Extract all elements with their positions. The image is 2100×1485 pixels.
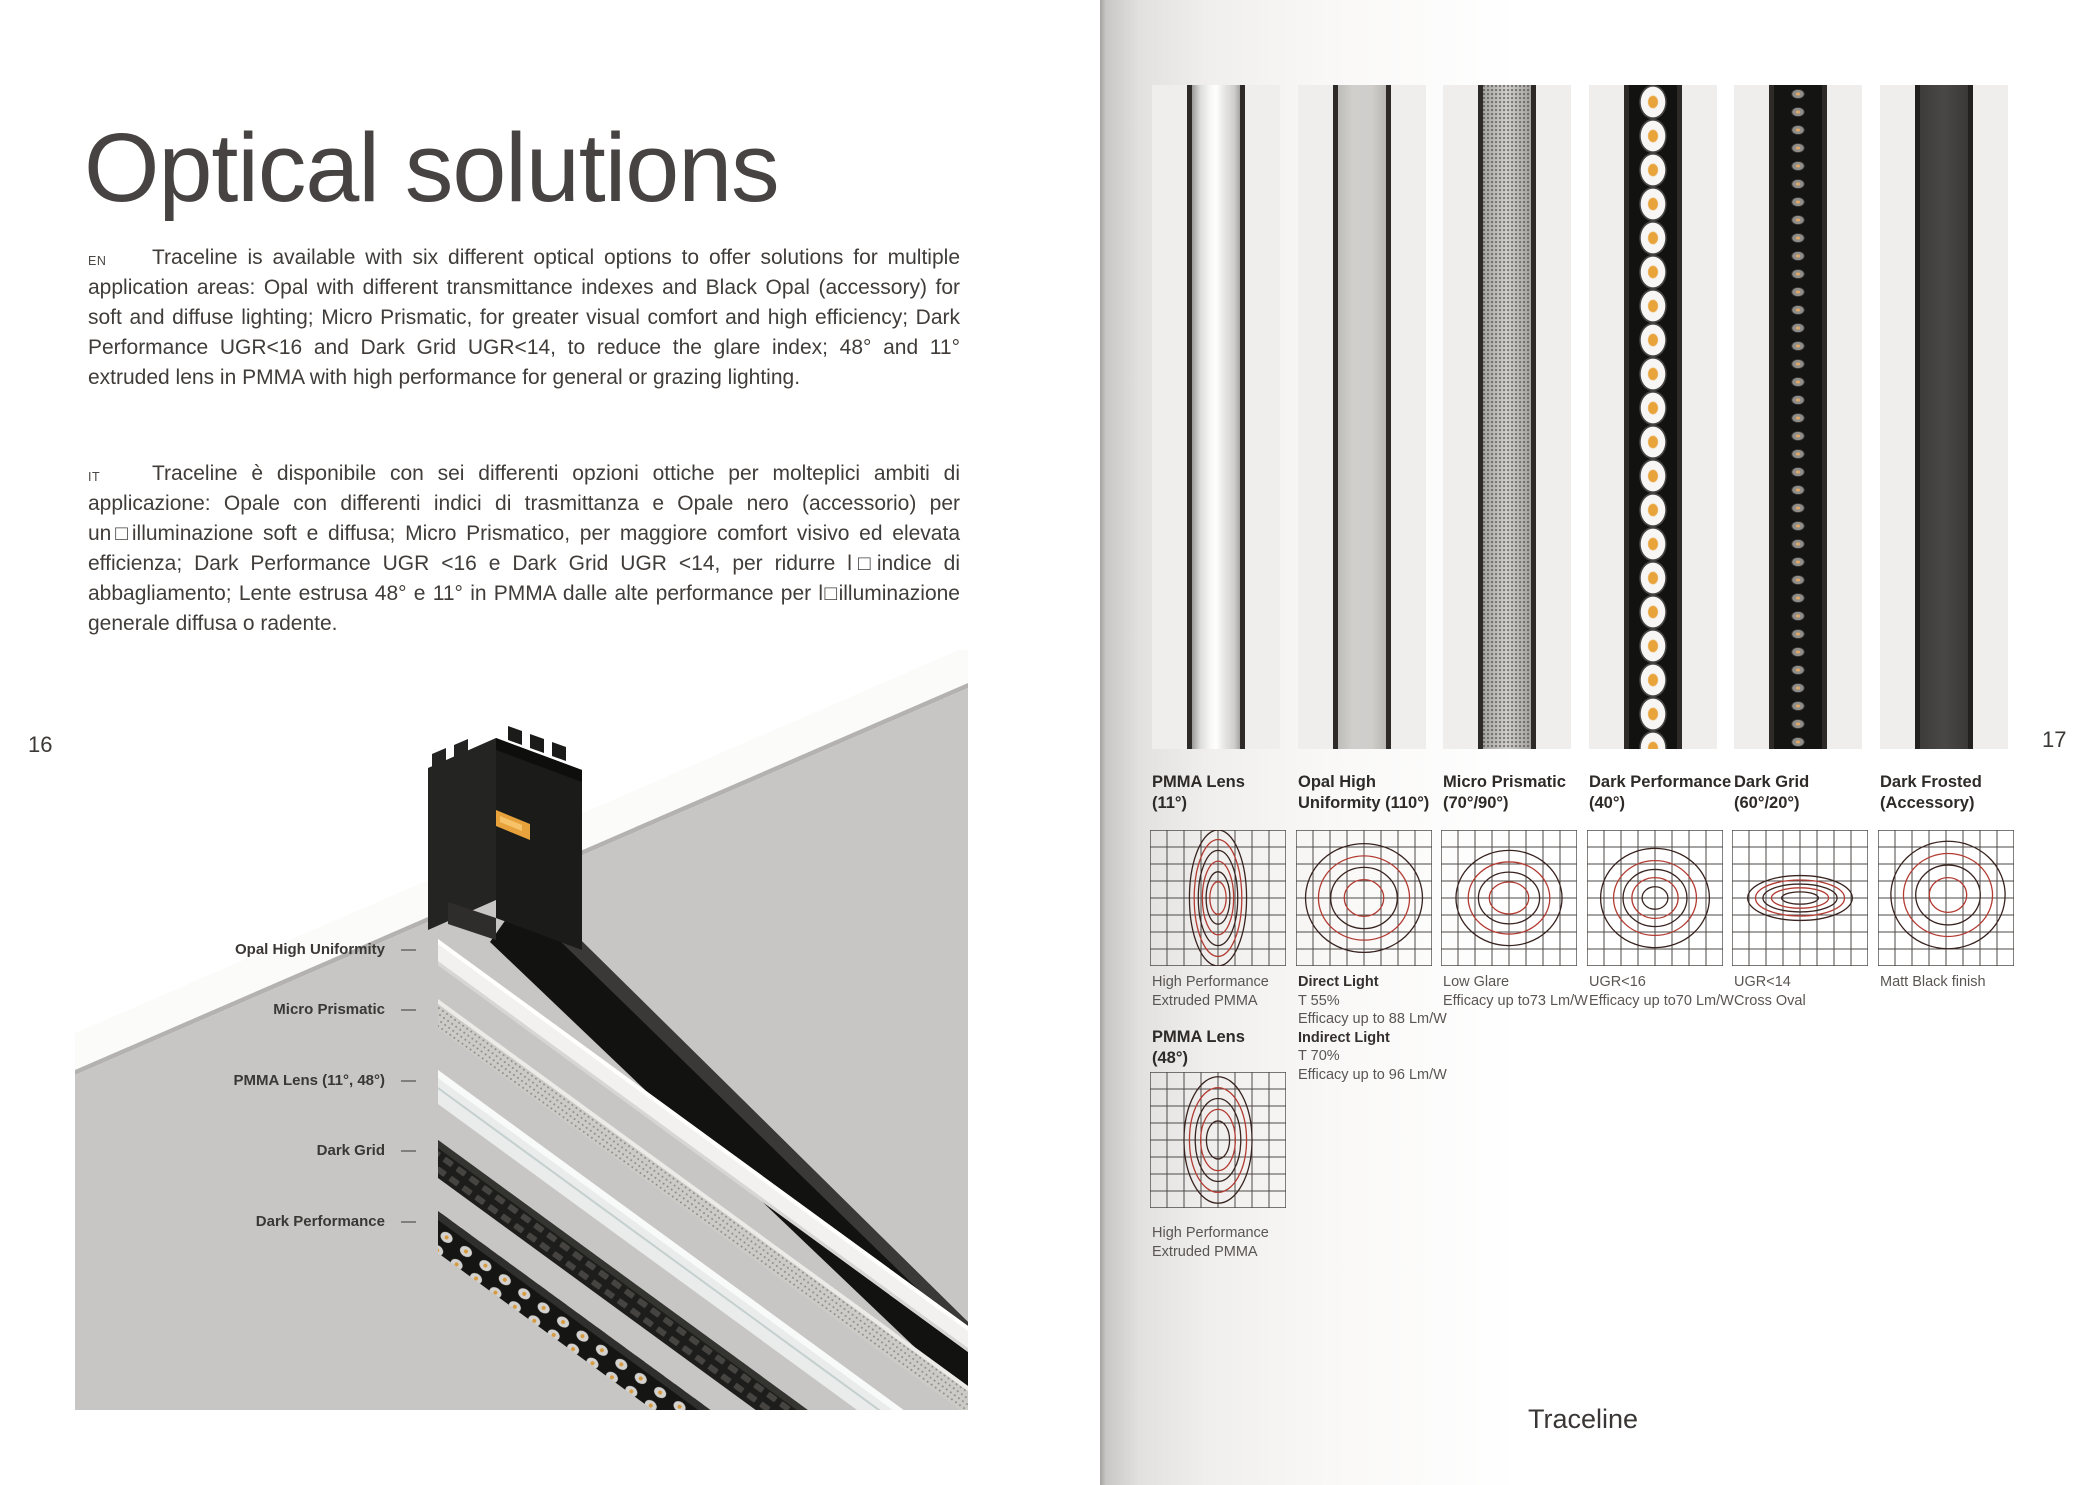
label-dash: — bbox=[401, 1071, 416, 1089]
language-tag-en: EN bbox=[88, 254, 107, 268]
label-dash: — bbox=[401, 940, 416, 958]
header-line: Micro Prismatic bbox=[1443, 773, 1566, 791]
page-title: Optical solutions bbox=[84, 112, 779, 222]
photometric-diagram-dark-performance bbox=[1587, 830, 1723, 966]
paragraph-en bbox=[88, 243, 960, 393]
illustration-label-text: PMMA Lens (11°, 48°) bbox=[233, 1071, 385, 1089]
caption-line: Efficacy up to73 Lm/W bbox=[1443, 992, 1588, 1009]
caption-line: T 70% bbox=[1298, 1048, 1340, 1064]
micro-prismatic-strip bbox=[1478, 85, 1536, 749]
product-strip-photo bbox=[1880, 85, 2008, 749]
illustration-label-text: Dark Performance bbox=[255, 1212, 385, 1230]
caption-line: Matt Black finish bbox=[1880, 974, 1986, 990]
label-dash: — bbox=[401, 1000, 416, 1018]
illustration-label bbox=[60, 1140, 416, 1160]
column-header bbox=[1734, 772, 1809, 813]
header-line: (11°) bbox=[1152, 793, 1188, 812]
label-dash: — bbox=[401, 1212, 416, 1230]
diagram-caption bbox=[1443, 973, 1588, 1010]
illustration-label bbox=[60, 939, 416, 959]
caption-line: Direct Light bbox=[1298, 974, 1379, 990]
optic-column-dark-frosted bbox=[1880, 0, 2008, 1485]
column-header bbox=[1880, 772, 1982, 813]
header-line: Dark Frosted bbox=[1880, 773, 1982, 791]
photometric-diagram-dark-frosted bbox=[1878, 830, 2014, 966]
caption-line: UGR<14 bbox=[1734, 974, 1791, 990]
illustration-label-text: Dark Grid bbox=[316, 1141, 385, 1159]
language-tag-it: IT bbox=[88, 470, 101, 484]
column-header bbox=[1152, 772, 1245, 813]
optic-column-opal-high-uniformity bbox=[1298, 0, 1447, 1485]
column-header-pmma-48 bbox=[1152, 1027, 1245, 1068]
diagram-caption bbox=[1298, 973, 1447, 1084]
header-line: PMMA Lens bbox=[1152, 773, 1245, 791]
housing-fin bbox=[530, 734, 544, 753]
page-number-right: 17 bbox=[2042, 727, 2067, 752]
paragraph-it bbox=[88, 459, 960, 639]
column-header bbox=[1589, 772, 1731, 813]
photometric-diagram-pmma-48 bbox=[1150, 1072, 1286, 1208]
product-strip-photo bbox=[1734, 85, 1862, 749]
caption-line: Cross Oval bbox=[1734, 992, 1806, 1009]
header-line: Opal High bbox=[1298, 773, 1376, 791]
caption-line: Extruded PMMA bbox=[1152, 992, 1258, 1009]
column-header bbox=[1298, 772, 1429, 813]
caption-line: T 55% bbox=[1298, 992, 1340, 1009]
profile-exploded-illustration bbox=[60, 650, 1020, 1410]
dark-frosted-strip bbox=[1915, 85, 1973, 749]
pmma-lens-strip bbox=[1187, 85, 1245, 749]
photometric-diagram-micro bbox=[1441, 830, 1577, 966]
caption-line: High Performance bbox=[1152, 974, 1269, 990]
opal-strip bbox=[1333, 85, 1391, 749]
caption-line: Low Glare bbox=[1443, 974, 1510, 990]
caption-line: UGR<16 bbox=[1589, 974, 1646, 990]
diagram-caption bbox=[1152, 973, 1269, 1010]
caption-line: Efficacy up to 88 Lm/W bbox=[1298, 1011, 1447, 1027]
caption-line: Extruded PMMA bbox=[1152, 1243, 1258, 1260]
footer-brand: Traceline bbox=[1528, 1404, 1639, 1434]
illustration-label bbox=[60, 999, 416, 1019]
optic-column-dark-grid bbox=[1734, 0, 1862, 1485]
header-line: PMMA Lens bbox=[1152, 1028, 1245, 1046]
header-line: (Accessory) bbox=[1880, 793, 1975, 812]
illustration-label-text: Micro Prismatic bbox=[273, 1000, 385, 1018]
product-strip-photo bbox=[1589, 85, 1717, 749]
header-line: Dark Grid bbox=[1734, 773, 1810, 791]
page-number-left: 16 bbox=[28, 732, 53, 757]
diagram-caption bbox=[1734, 973, 1806, 1010]
photometric-diagram-dark-grid bbox=[1732, 830, 1868, 966]
housing-fin bbox=[508, 726, 522, 745]
exploded-profile-svg bbox=[60, 650, 1020, 1410]
header-line: Dark Performance bbox=[1589, 773, 1732, 791]
caption-line: High Performance bbox=[1152, 1225, 1269, 1241]
paragraph-it-text: Traceline è disponibile con sei differenti opzioni ottiche per molteplici ambiti di applicazione: Opale con differenti indici di trasmittanza e Opale nero (accessorio) per un□illuminazione soft e diffusa; Micro Prismatico, per maggiore comfort visivo ed elevata efficienza; Dark Performance UGR <16 e Dark Grid UGR <14, per ridurre l□indice di abbagliamento; Lente estrusa 48° e 11° in PMMA dalle alte performance per l□illuminazione generale diffusa o radente. bbox=[88, 462, 960, 635]
header-line: (70°/90°) bbox=[1443, 793, 1509, 812]
header-line: (60°/20°) bbox=[1734, 793, 1800, 812]
paragraph-en-text: Traceline is available with six different optical options to offer solutions for multiple application areas: Opal with different transmittance indexes and Black Opal (accessory) for soft and diffuse lighting; Micro Prismatic, for greater visual comfort and high efficiency; Dark Performance UGR<16 and Dark Grid UGR<14, to reduce the glare index; 48° and 11° extruded lens in PMMA with high performance for general or grazing lighting. bbox=[88, 246, 960, 389]
diagram-caption bbox=[1152, 1224, 1269, 1261]
dark-grid-strip bbox=[1769, 85, 1827, 749]
diagram-caption bbox=[1589, 973, 1734, 1010]
optic-column-dark-performance bbox=[1589, 0, 1734, 1485]
header-line: Uniformity (110°) bbox=[1298, 793, 1430, 812]
product-strip-photo bbox=[1298, 85, 1426, 749]
product-strip-photo bbox=[1152, 85, 1280, 749]
product-strip-photo bbox=[1443, 85, 1571, 749]
header-line: (48°) bbox=[1152, 1048, 1188, 1067]
caption-line: Efficacy up to 96 Lm/W bbox=[1298, 1066, 1447, 1083]
label-dash: — bbox=[401, 1141, 416, 1159]
dark-performance-strip bbox=[1624, 85, 1682, 749]
photometric-diagram-pmma-11 bbox=[1150, 830, 1286, 966]
housing-fin bbox=[552, 742, 566, 761]
photometric-diagram-opal-110 bbox=[1296, 830, 1432, 966]
illustration-label bbox=[60, 1070, 416, 1090]
illustration-label-text: Opal High Uniformity bbox=[235, 940, 385, 958]
illustration-label bbox=[60, 1211, 416, 1231]
column-header bbox=[1443, 772, 1566, 813]
header-line: (40°) bbox=[1589, 793, 1625, 812]
diagram-caption bbox=[1880, 973, 1986, 992]
optic-column-pmma-lens-11 bbox=[1152, 0, 1280, 1485]
caption-line: Efficacy up to70 Lm/W bbox=[1589, 992, 1734, 1009]
caption-line: Indirect Light bbox=[1298, 1029, 1390, 1046]
